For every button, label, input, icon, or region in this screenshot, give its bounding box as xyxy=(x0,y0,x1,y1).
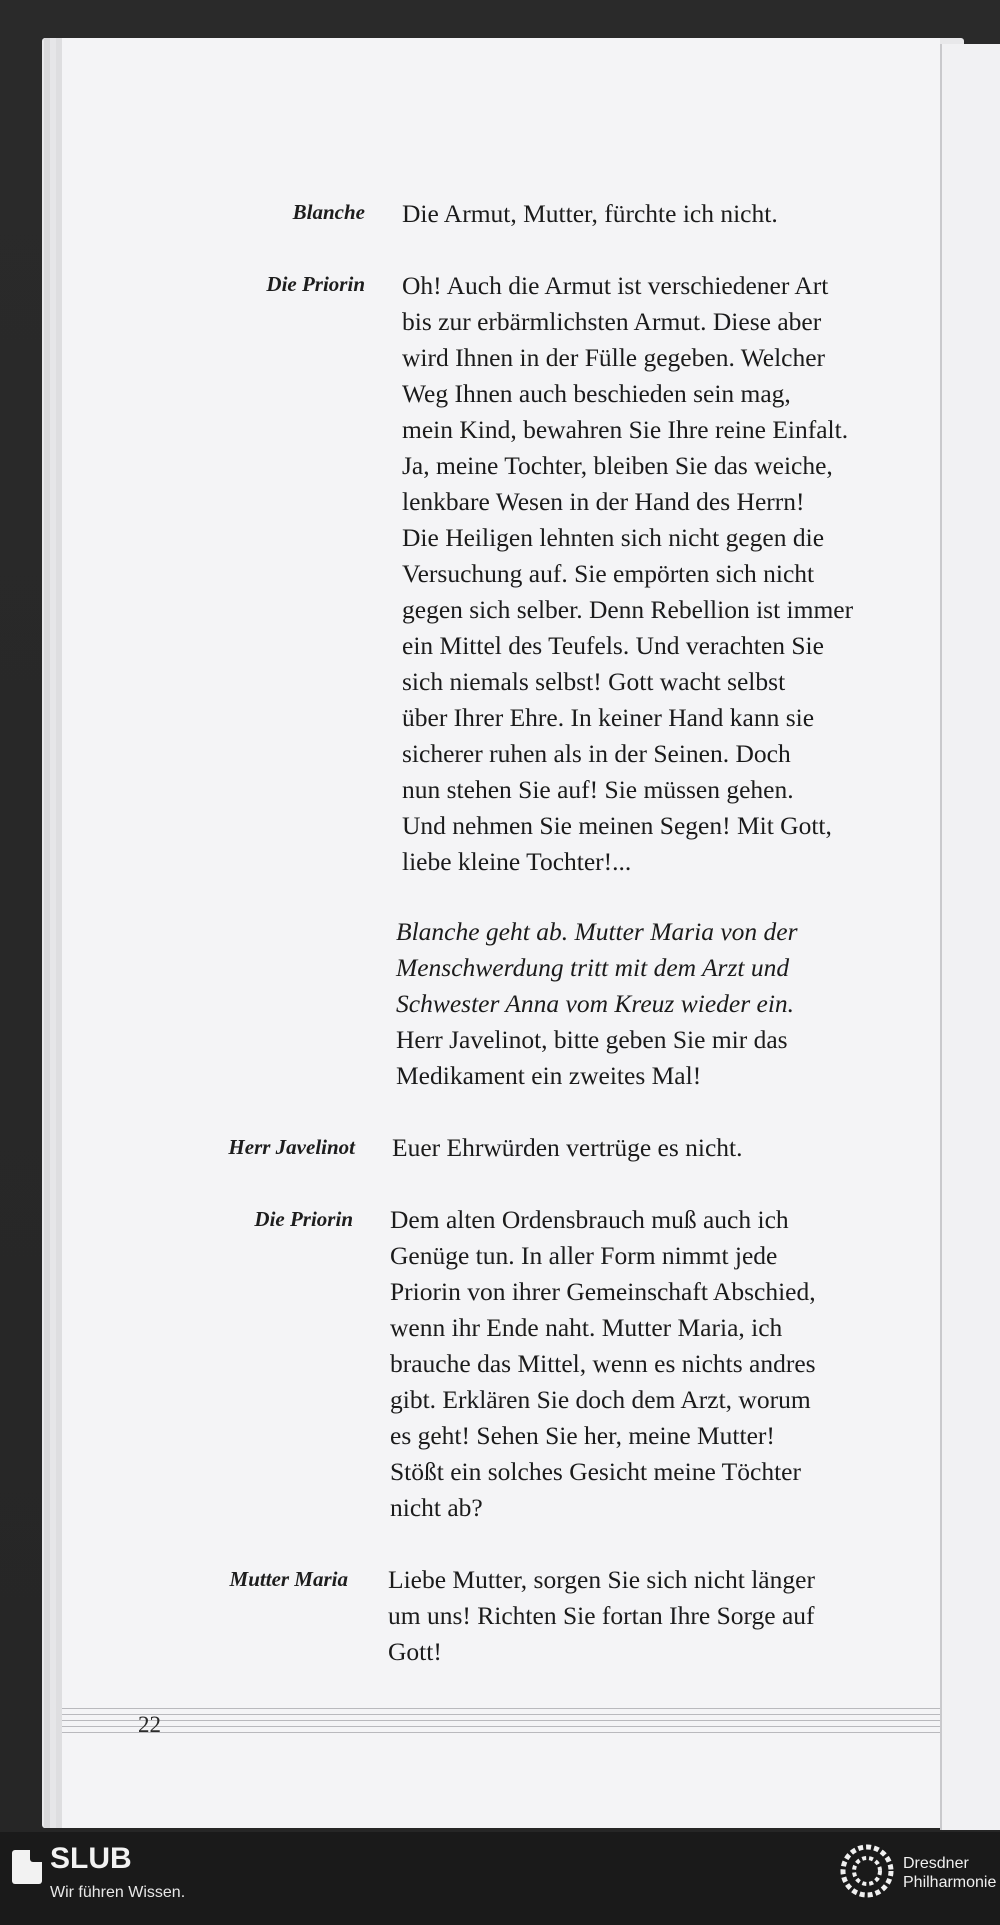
dialogue-line: Liebe Mutter, sorgen Sie sich nicht länger xyxy=(388,1565,815,1594)
dialogue-line: Die Armut, Mutter, fürchte ich nicht. xyxy=(402,199,778,228)
speaker-javelinot: Herr Javelinot xyxy=(228,1135,355,1159)
dialogue-line: Oh! Auch die Armut ist verschiedener Art xyxy=(402,271,829,300)
dialogue-line: Versuchung auf. Sie empörten sich nicht xyxy=(402,559,815,588)
rule-line xyxy=(62,1720,940,1721)
speaker-blanche: Blanche xyxy=(292,200,365,224)
dialogue-line: Genüge tun. In aller Form nimmt jede xyxy=(390,1241,778,1270)
dialogue-line: Gott! xyxy=(388,1637,442,1666)
footer-bar xyxy=(0,1832,1000,1925)
dialogue-line: gibt. Erklären Sie doch dem Arzt, worum xyxy=(390,1385,811,1414)
dialogue-line: Herr Javelinot, bitte geben Sie mir das xyxy=(396,1025,788,1054)
dialogue-line: brauche das Mittel, wenn es nichts andres xyxy=(390,1349,816,1378)
rule-line xyxy=(62,1708,940,1709)
dialogue-line: Ja, meine Tochter, bleiben Sie das weiche, xyxy=(402,451,833,480)
rule-line xyxy=(62,1732,940,1733)
dialogue-line: wird Ihnen in der Fülle gegeben. Welcher xyxy=(402,343,826,372)
dialogue-line: bis zur erbärmlichsten Armut. Diese aber xyxy=(402,307,822,336)
dialogue-line: nicht ab? xyxy=(390,1493,483,1522)
rule-line xyxy=(62,1714,940,1715)
dialogue-line: Die Heiligen lehnten sich nicht gegen die xyxy=(402,523,825,552)
dialogue-line: lenkbare Wesen in der Hand des Herrn! xyxy=(402,487,805,516)
dialogue-line: gegen sich selber. Denn Rebellion ist immer xyxy=(402,595,854,624)
stage-direction: Blanche geht ab. Mutter Maria von der xyxy=(396,917,798,946)
speaker-mutter-maria: Mutter Maria xyxy=(229,1567,348,1591)
dialogue-line: Euer Ehrwürden vertrüge es nicht. xyxy=(392,1133,743,1162)
speaker-priorin: Die Priorin xyxy=(266,272,365,296)
dialogue-line: Weg Ihnen auch beschieden sein mag, xyxy=(402,379,791,408)
dialogue-line: es geht! Sehen Sie her, meine Mutter! xyxy=(390,1421,775,1450)
dialogue-line: wenn ihr Ende naht. Mutter Maria, ich xyxy=(390,1313,783,1342)
page-number: 22 xyxy=(138,1712,161,1737)
stage-direction: Schwester Anna vom Kreuz wieder ein. xyxy=(396,989,795,1018)
slub-tagline: Wir führen Wissen. xyxy=(50,1884,186,1901)
philharmonie-line1: Dresdner xyxy=(903,1855,969,1872)
dialogue-line: mein Kind, bewahren Sie Ihre reine Einfalt. xyxy=(402,415,849,444)
stage-direction: Menschwerdung tritt mit dem Arzt und xyxy=(396,953,790,982)
dialogue-line: um uns! Richten Sie fortan Ihre Sorge auf xyxy=(388,1601,815,1630)
facing-page-edge xyxy=(940,44,1000,1830)
dialogue-line: über Ihrer Ehre. In keiner Hand kann sie xyxy=(402,703,815,732)
slub-name: SLUB xyxy=(50,1842,132,1875)
philharmonie-logo-icon xyxy=(840,1844,894,1898)
dialogue-line: Dem alten Ordensbrauch muß auch ich xyxy=(390,1205,789,1234)
philharmonie-line2: Philharmonie xyxy=(903,1874,997,1891)
dialogue-line: Stößt ein solches Gesicht meine Töchter xyxy=(390,1457,801,1486)
dialogue-line: Medikament ein zweites Mal! xyxy=(396,1061,702,1090)
dialogue-line: sicherer ruhen als in der Seinen. Doch xyxy=(402,739,791,768)
dialogue-line: Priorin von ihrer Gemeinschaft Abschied, xyxy=(390,1277,816,1306)
philharmonie-name xyxy=(903,1854,996,1892)
dialogue-line: sich niemals selbst! Gott wacht selbst xyxy=(402,667,786,696)
dialogue-line: liebe kleine Tochter!... xyxy=(402,847,632,876)
slub-logo-icon xyxy=(12,1850,42,1884)
speaker-priorin: Die Priorin xyxy=(254,1207,353,1231)
dialogue-line: Und nehmen Sie meinen Segen! Mit Gott, xyxy=(402,811,832,840)
dialogue-line: ein Mittel des Teufels. Und verachten Sie xyxy=(402,631,824,660)
dialogue-line: nun stehen Sie auf! Sie müssen gehen. xyxy=(402,775,794,804)
page-rules xyxy=(62,1708,940,1748)
rule-line xyxy=(62,1726,940,1727)
